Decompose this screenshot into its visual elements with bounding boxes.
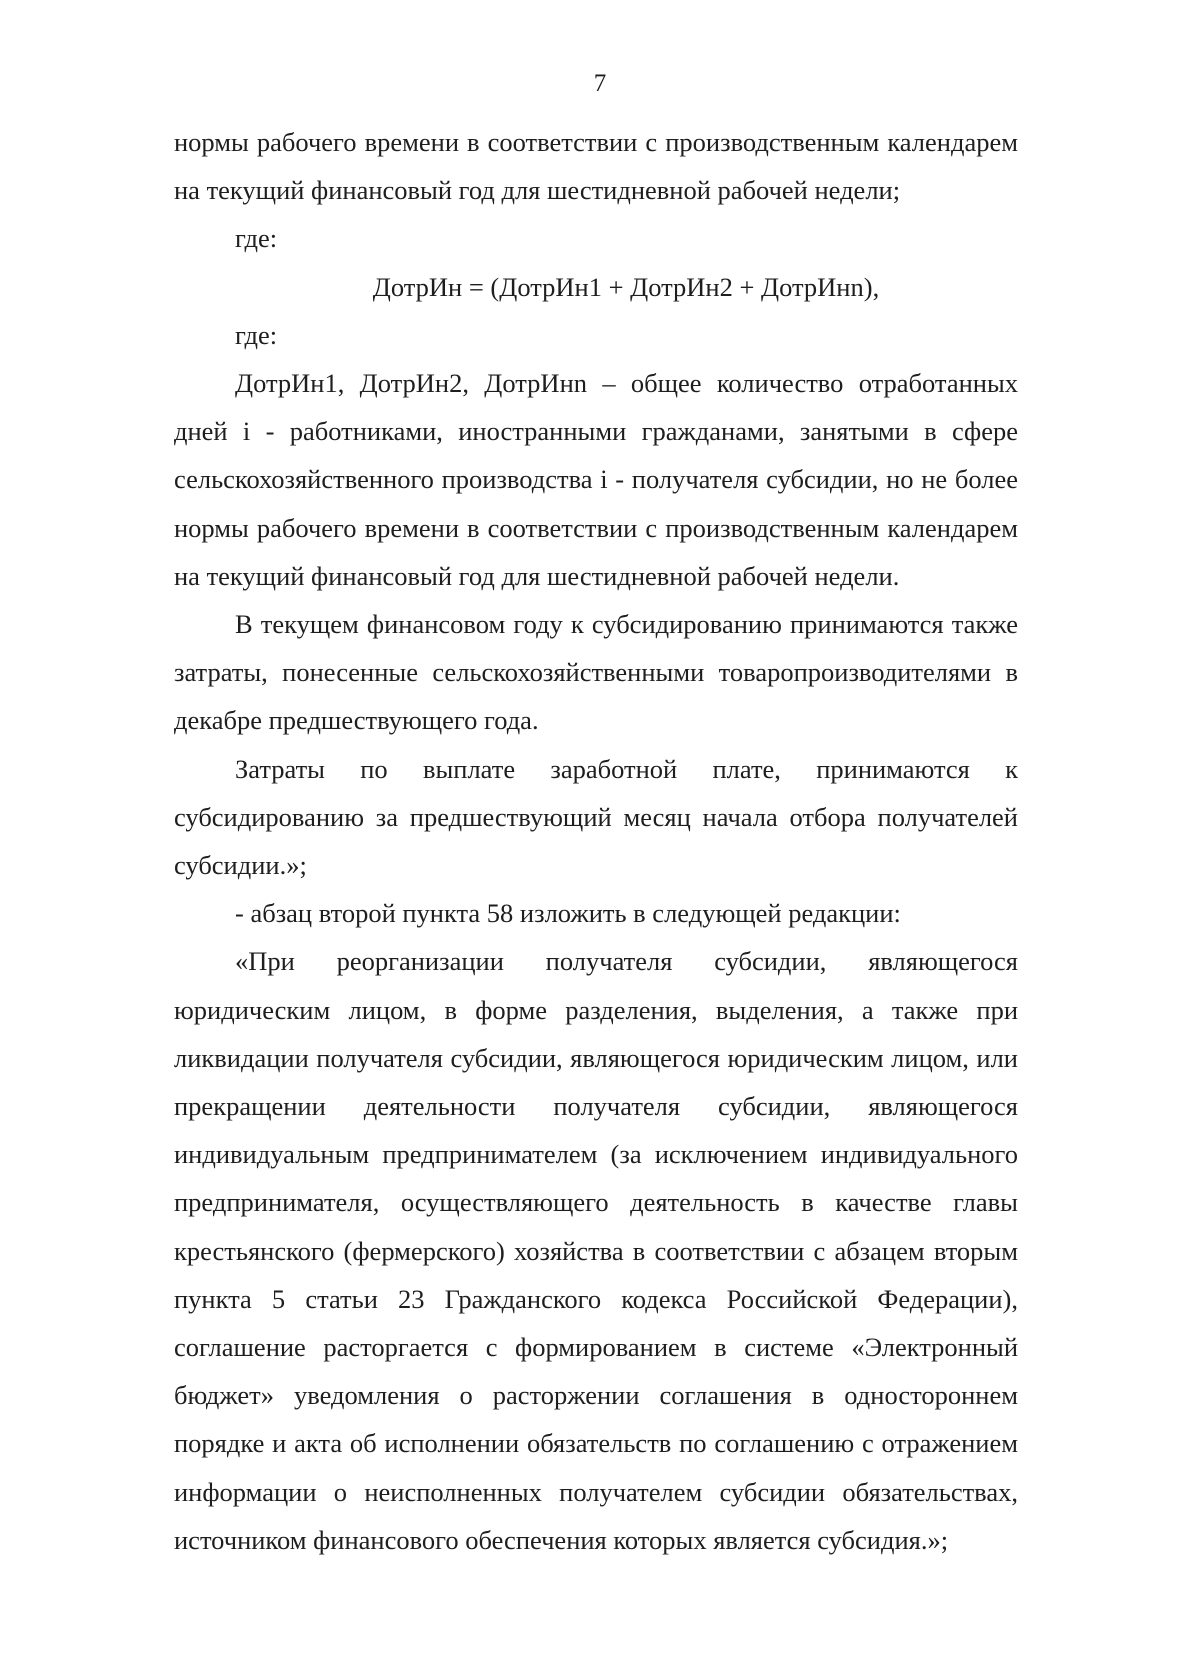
document-body <box>174 118 1018 1564</box>
page-number: 7 <box>593 70 607 97</box>
paragraph-where-1: где: <box>235 223 278 254</box>
paragraph-where-2: где: <box>235 319 278 350</box>
paragraph-amendment-58: - абзац второй пункта 58 изложить в следующей редакции: <box>235 898 901 929</box>
paragraph-reorganization: «При реорганизации получателя субсидии, являющегося юридическим лицом, в форме разделения, выделения, а также при ликвидации получателя субсидии, являющегося юридическим лицом, или прекращении деятельности получателя субсидии, являющегося индивидуальным предпринимателем (за исключением индивидуального предпринимателя, осуществляющего деятельность в качестве главы крестьянского (фермерского) хозяйства в соответствии с абзацем вторым пункта 5 статьи 23 Гражданского кодекса Российской Федерации), соглашение расторгается с формированием в системе «Электронный бюджет» уведомления о расторжении соглашения в одностороннем порядке и акта об исполнении обязательств по соглашению с отражением информации о неисполненных получателем субсидии обязательствах, источником финансового обеспечения которых является субсидия.»; <box>174 946 1018 1555</box>
paragraph-definition: ДотрИн1, ДотрИн2, ДотрИнn – общее количество отработанных дней i - работниками, иностранными гражданами, занятыми в сфере сельскохозяйственного производства i - получателя субсидии, но не более нормы рабочего времени в соответствии с производственным календарем на текущий финансовый год для шестидневной рабочей недели. <box>174 368 1018 591</box>
paragraph-wage-costs: Затраты по выплате заработной плате, принимаются к субсидированию за предшествующий месяц начала отбора получателей субсидии.»; <box>174 753 1018 881</box>
formula-dotrin: ДотрИн = (ДотрИн1 + ДотрИн2 + ДотрИнn), <box>372 271 880 302</box>
paragraph-current-year: В текущем финансовом году к субсидированию принимаются также затраты, понесенные сельскохозяйственными товаропроизводителями в декабре предшествующего года. <box>174 609 1018 736</box>
paragraph-norms-continuation: нормы рабочего времени в соответствии с производственным календарем на текущий финансовый год для шестидневной рабочей недели; <box>174 127 1018 206</box>
